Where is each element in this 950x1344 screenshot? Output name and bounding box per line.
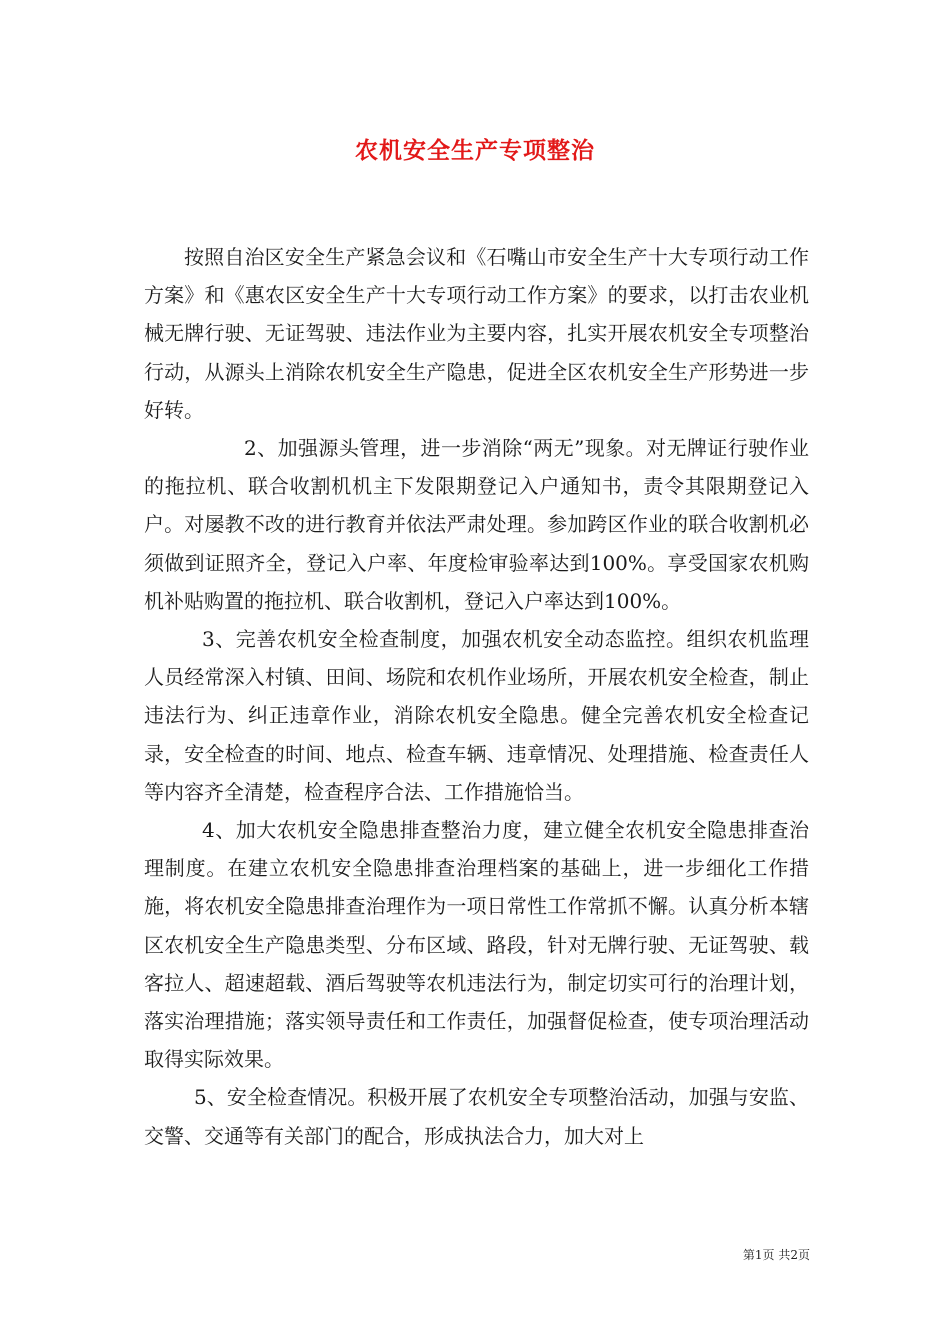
- document-body: [144, 238, 809, 1155]
- document-title: 农机安全生产专项整治: [355, 137, 595, 164]
- paragraph-item-5: 5、安全检查情况。积极开展了农机安全专项整治活动，加强与安监、交警、交通等有关部门的配合，形成执法合力，加大对上: [144, 1085, 809, 1148]
- paragraph-item-4: 4、加大农机安全隐患排查整治力度，建立健全农机安全隐患排查治理制度。在建立农机安全隐患排查治理档案的基础上，进一步细化工作措施，将农机安全隐患排查治理作为一项日常性工作常抓不懈。认真分析本辖区农机安全生产隐患类型、分布区域、路段，针对无牌行驶、无证驾驶、载客拉人、超速超载、酒后驾驶等农机违法行为，制定切实可行的治理计划，落实治理措施；落实领导责任和工作责任，加强督促检查，使专项治理活动取得实际效果。: [144, 818, 809, 1072]
- paragraph-item-3: 3、完善农机安全检查制度，加强农机安全动态监控。组织农机监理人员经常深入村镇、田间、场院和农机作业场所，开展农机安全检查，制止违法行为、纠正违章作业，消除农机安全隐患。健全完善农机安全检查记录，安全检查的时间、地点、检查车辆、违章情况、处理措施、检查责任人等内容齐全清楚，检查程序合法、工作措施恰当。: [144, 627, 809, 804]
- page-number-footer: 第1页 共2页: [742, 1248, 810, 1262]
- paragraph-intro: 按照自治区安全生产紧急会议和《石嘴山市安全生产十大专项行动工作方案》和《惠农区安全生产十大专项行动工作方案》的要求，以打击农业机械无牌行驶、无证驾驶、违法作业为主要内容，扎实开展农机安全专项整治行动，从源头上消除农机安全生产隐患，促进全区农机安全生产形势进一步好转。: [144, 245, 809, 422]
- paragraph-item-2: 2、加强源头管理，进一步消除“两无”现象。对无牌证行驶作业的拖拉机、联合收割机机主下发限期登记入户通知书，责令其限期登记入户。对屡教不改的进行教育并依法严肃处理。参加跨区作业的联合收割机必须做到证照齐全，登记入户率、年度检审验率达到100%。享受国家农机购机补贴购置的拖拉机、联合收割机，登记入户率达到100%。: [144, 436, 809, 613]
